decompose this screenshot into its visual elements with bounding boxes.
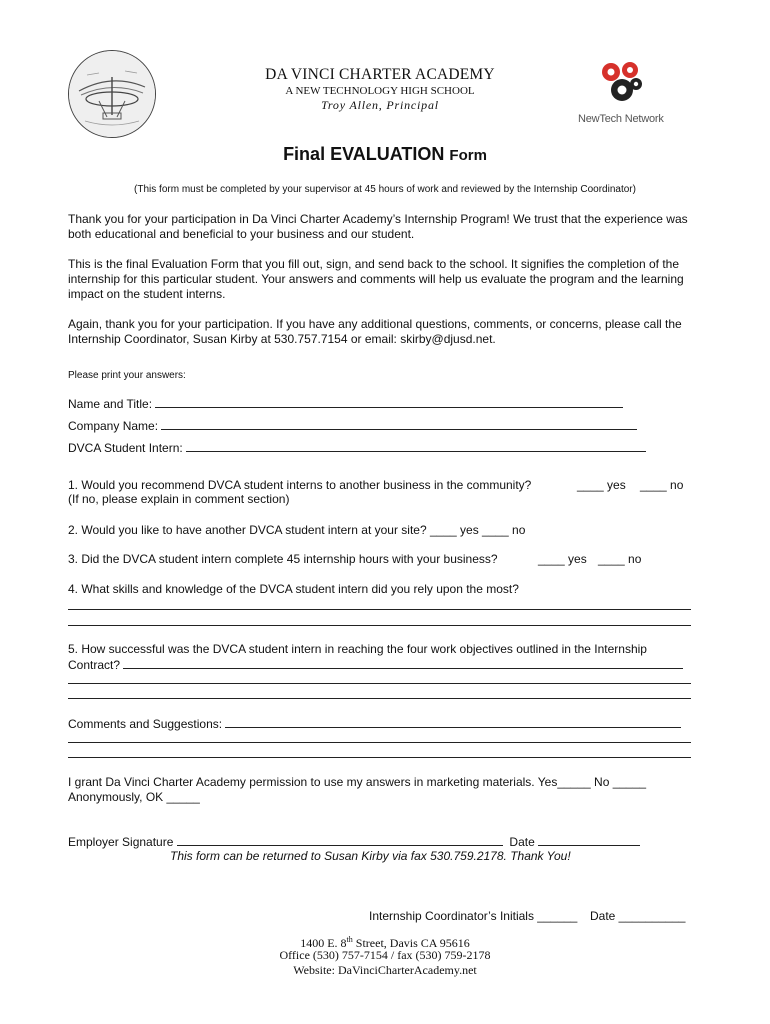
question-5-contract — [68, 657, 683, 673]
company-name-line[interactable] — [161, 418, 637, 430]
coordinator-date: Date __________ — [590, 909, 686, 923]
comments-field — [68, 716, 681, 732]
question-1: 1. Would you recommend DVCA student interns to another business in the community? — [68, 478, 532, 492]
flying-machine-icon — [69, 51, 155, 137]
question-1-yes[interactable]: ____ yes — [577, 478, 626, 492]
intro-paragraph-contact: Again, thank you for your participation. If you have any additional questions, comments, or concerns, please call the Internship Coordinator, Susan Kirby at 530.757.7154 or email: skirby@djusd.net. — [68, 317, 682, 346]
employer-signature-label: Employer Signature — [68, 835, 174, 849]
permission-statement: I grant Da Vinci Charter Academy permission to use my answers in marketing materials. Yes_____ No _____ — [68, 775, 647, 789]
comments-answer-line[interactable] — [225, 716, 681, 728]
comments-label: Comments and Suggestions: — [68, 717, 223, 731]
footer-phone: Office (530) 757-7154 / fax (530) 759-2178 — [279, 948, 491, 962]
form-title — [0, 144, 770, 165]
signature-date-line[interactable] — [538, 834, 640, 846]
answer-line[interactable] — [68, 683, 691, 684]
question-1-note: (If no, please explain in comment section) — [68, 492, 290, 506]
completion-note: (This form must be completed by your supervisor at 45 hours of work and reviewed by the Internship Coordinator) — [134, 184, 636, 195]
ntn-swirl-icon — [578, 58, 678, 108]
answer-line[interactable] — [68, 625, 691, 626]
return-instructions: This form can be returned to Susan Kirby via fax 530.759.2178. Thank You! — [170, 849, 571, 863]
student-intern-field — [68, 440, 646, 456]
signature-date-label: Date — [509, 835, 535, 849]
answer-line[interactable] — [68, 742, 691, 743]
answer-line[interactable] — [68, 757, 691, 758]
question-3: 3. Did the DVCA student intern complete 45 internship hours with your business? — [68, 552, 498, 566]
school-subtitle: A NEW TECHNOLOGY HIGH SCHOOL — [285, 85, 475, 97]
question-5-answer-line[interactable] — [123, 657, 683, 669]
name-title-line[interactable] — [155, 396, 623, 408]
name-title-label: Name and Title: — [68, 397, 153, 411]
question-1-no[interactable]: ____ no — [640, 478, 684, 492]
new-tech-network-logo — [578, 58, 678, 128]
company-name-label: Company Name: — [68, 419, 159, 433]
footer-address-end: Street, Davis CA 95616 — [352, 936, 470, 950]
principal-name: Troy Allen, Principal — [321, 98, 439, 112]
question-2: 2. Would you like to have another DVCA student intern at your site? ____ yes ____ no — [68, 523, 526, 537]
employer-signature-line[interactable] — [177, 834, 503, 846]
signature-row — [68, 834, 640, 850]
footer-address-start: 1400 E. 8 — [300, 936, 347, 950]
school-name: DA VINCI CHARTER ACADEMY — [265, 66, 495, 83]
question-5-contract-label: Contract? — [68, 658, 121, 672]
question-3-yes[interactable]: ____ yes — [538, 552, 587, 566]
coordinator-initials: Internship Coordinator’s Initials ______ — [369, 909, 578, 923]
footer-website: Website: DaVinciCharterAcademy.net — [293, 963, 477, 977]
intro-paragraph-purpose: This is the final Evaluation Form that you fill out, sign, and send back to the school. It signifies the completion of the internship for this particular student. Your answers and comments will help us evaluate the program and the learning impact on the student interns. — [68, 257, 684, 301]
name-title-field — [68, 396, 623, 412]
answer-line[interactable] — [68, 609, 691, 610]
footer-address-ordinal: th — [346, 935, 353, 944]
intro-paragraph-thanks: Thank you for your participation in Da Vinci Charter Academy’s Internship Program! We trust that the experience was both educational and beneficial to your business and our student. — [68, 212, 688, 241]
new-tech-network-text: NewTech Network — [578, 113, 664, 125]
form-title-suffix: Form — [449, 147, 487, 164]
question-5: 5. How successful was the DVCA student intern in reaching the four work objectives outlined in the Internship — [68, 642, 647, 656]
question-4: 4. What skills and knowledge of the DVCA student intern did you rely upon the most? — [68, 582, 519, 596]
student-intern-label: DVCA Student Intern: — [68, 441, 183, 455]
form-title-main: Final EVALUATION — [283, 144, 445, 164]
question-3-no[interactable]: ____ no — [598, 552, 642, 566]
academy-seal-logo — [68, 50, 156, 138]
company-name-field — [68, 418, 637, 434]
answer-line[interactable] — [68, 698, 691, 699]
student-intern-line[interactable] — [186, 440, 646, 452]
print-answers-note: Please print your answers: — [68, 370, 186, 381]
permission-anonymous: Anonymously, OK _____ — [68, 790, 200, 804]
